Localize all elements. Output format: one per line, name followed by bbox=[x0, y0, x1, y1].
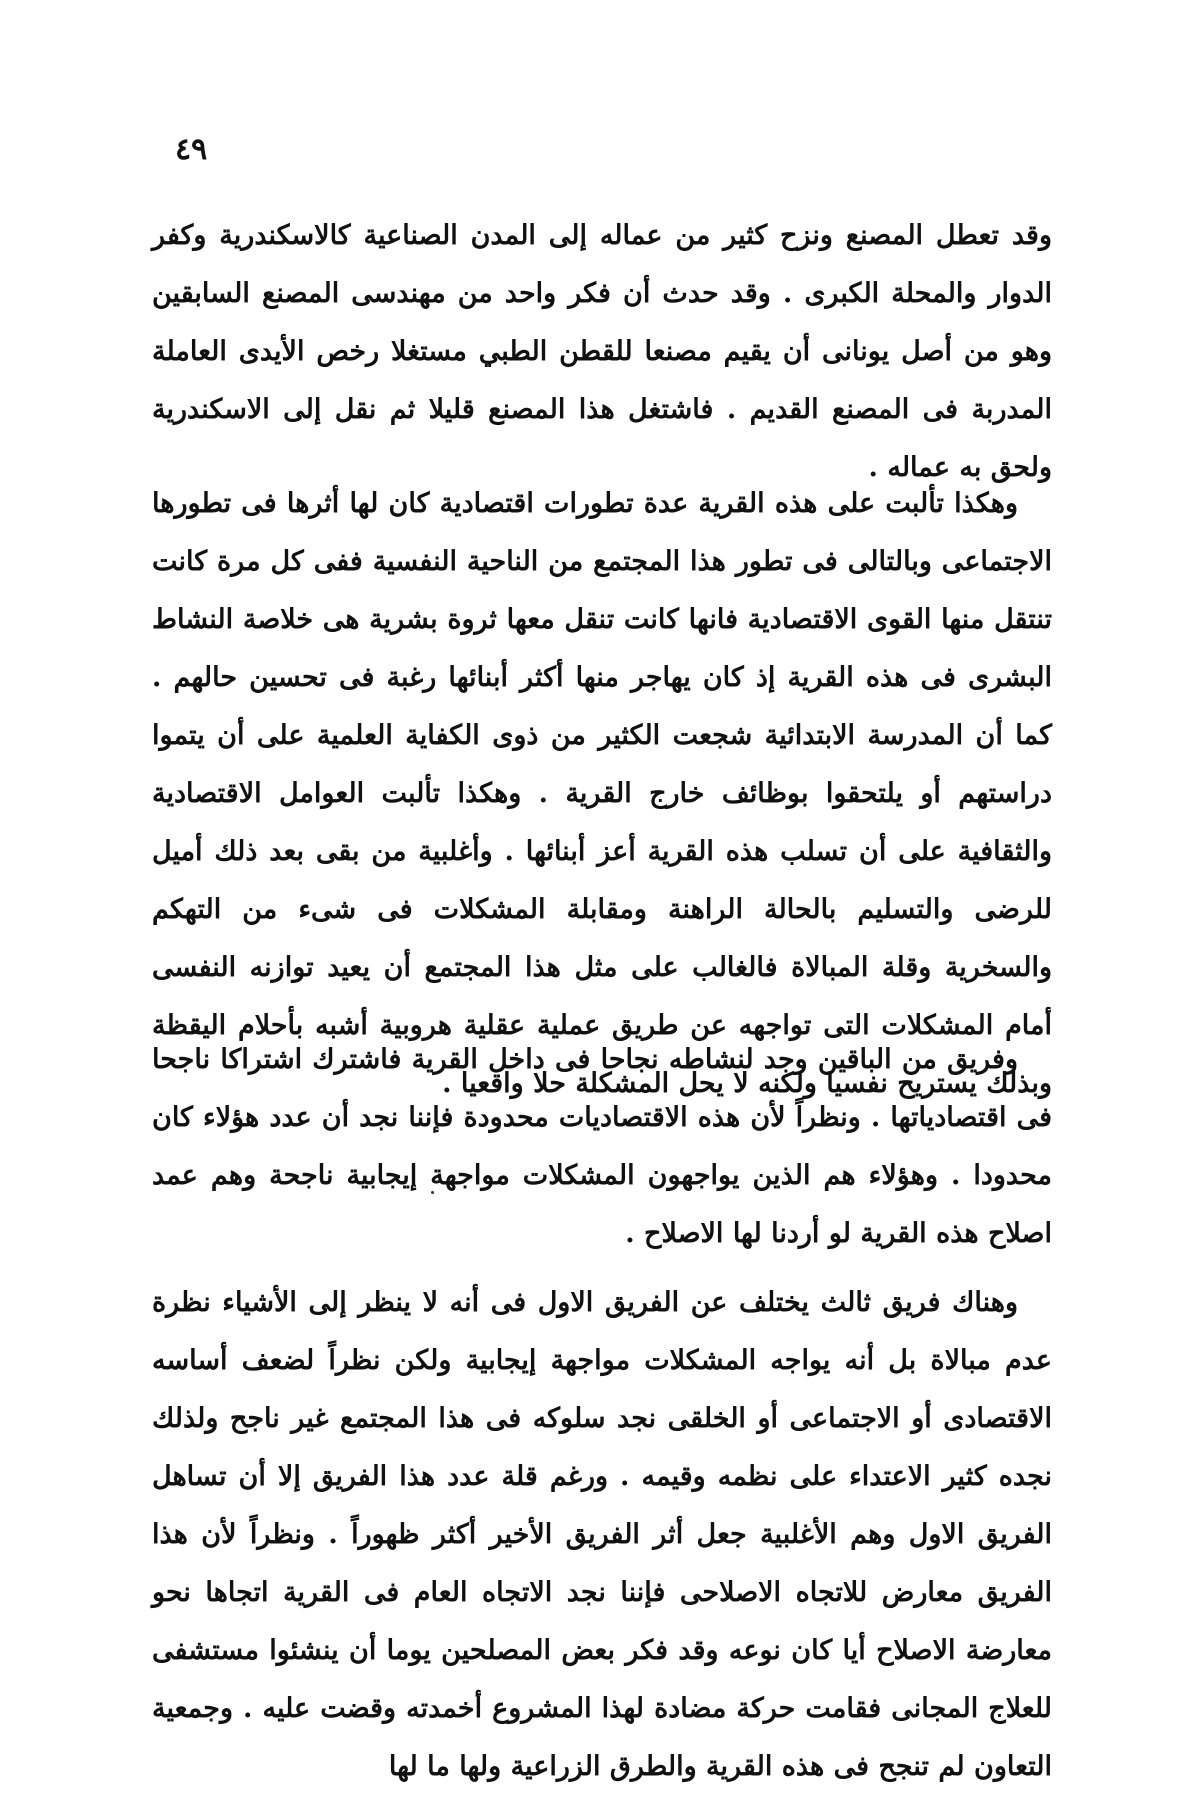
paragraph-2: وهكذا تألبت على هذه القرية عدة تطورات اقتصادية كان لها أثرها فى تطورها الاجتماعى وبالتالى فى تطور هذا المجتمع من الناحية النفسية ففى كل مرة كانت تنتقل منها القوى الاقتصادية فانها كانت تنقل معها ثروة بشرية هى خلاصة النشاط البشرى فى هذه القرية إذ كان يهاجر منها أكثر أبنائها رغبة فى تحسين حالهم . كما أن المدرسة الابتدائية شجعت الكثير من ذوى الكفاية العلمية على أن يتموا دراستهم أو يلتحقوا بوظائف خارج القرية . وهكذا تألبت العوامل الاقتصادية والثقافية على أن تسلب هذه القرية أعز أبنائها . وأغلبية من بقى بعد ذلك أميل للرضى والتسليم بالحالة الراهنة ومقابلة المشكلات فى شىء من التهكم والسخرية وقلة المبالاة فالغالب على مثل هذا المجتمع أن يعيد توازنه النفسى أمام المشكلات التى تواجهه عن طريق عملية عقلية هروبية أشبه بأحلام اليقظة وبذلك يستريح نفسيا ولكنه لا يحل المشكلة حلا واقعيا . bbox=[152, 488, 1052, 1099]
paragraph-4: وهناك فريق ثالث يختلف عن الفريق الاول فى أنه لا ينظر إلى الأشياء نظرة عدم مبالاة بل أنه يواجه المشكلات مواجهة إيجابية ولكن نظراً لضعف أساسه الاقتصادى أو الاجتماعى أو الخلقى نجد سلوكه فى هذا المجتمع غير ناجح ولذلك نجده كثير الاعتداء على نظمه وقيمه . ورغم قلة عدد هذا الفريق إلا أن تساهل الفريق الاول وهم الأغلبية جعل أثر الفريق الأخير أكثر ظهوراً . ونظراً لأن هذا الفريق معارض للاتجاه الاصلاحى فإننا نجد الاتجاه العام فى القرية اتجاها نحو معارضة الاصلاح أيا كان نوعه وقد فكر بعض المصلحين يوما أن ينشئوا مستشفى للعلاج المجانى فقامت حركة مضادة لهذا المشروع أخمدته وقضت عليه . وجمعية التعاون لم تنجح فى هذه القرية والطرق الزراعية ولها ما لها bbox=[152, 1287, 1052, 1782]
page-number: ٤٩ bbox=[175, 132, 208, 167]
paragraph-3: وفريق من الباقين وجد لنشاطه نجاحا فى داخل القرية فاشترك اشتراكا ناجحا فى اقتصادياتها . ونظراً لأن هذه الاقتصاديات محدودة فإننا نجد أن عدد هؤلاء كان محدودا . وهؤلاء هم الذين يواجهون المشكلات مواجهة إيجابية ناجحة وهم عمد اصلاح هذه القرية لو أردنا لها الاصلاح . bbox=[152, 1044, 1052, 1249]
paragraph-1: وقد تعطل المصنع ونزح كثير من عماله إلى المدن الصناعية كالاسكندرية وكفر الدوار والمحلة الكبرى . وقد حدث أن فكر واحد من مهندسى المصنع السابقين وهو من أصل يونانى أن يقيم مصنعا للقطن الطبي مستغلا رخص الأيدى العاملة المدربة فى المصنع القديم . فاشتغل هذا المصنع قليلا ثم نقل إلى الاسكندرية ولحق به عماله . bbox=[152, 220, 1052, 483]
scan-speck bbox=[431, 1191, 434, 1194]
